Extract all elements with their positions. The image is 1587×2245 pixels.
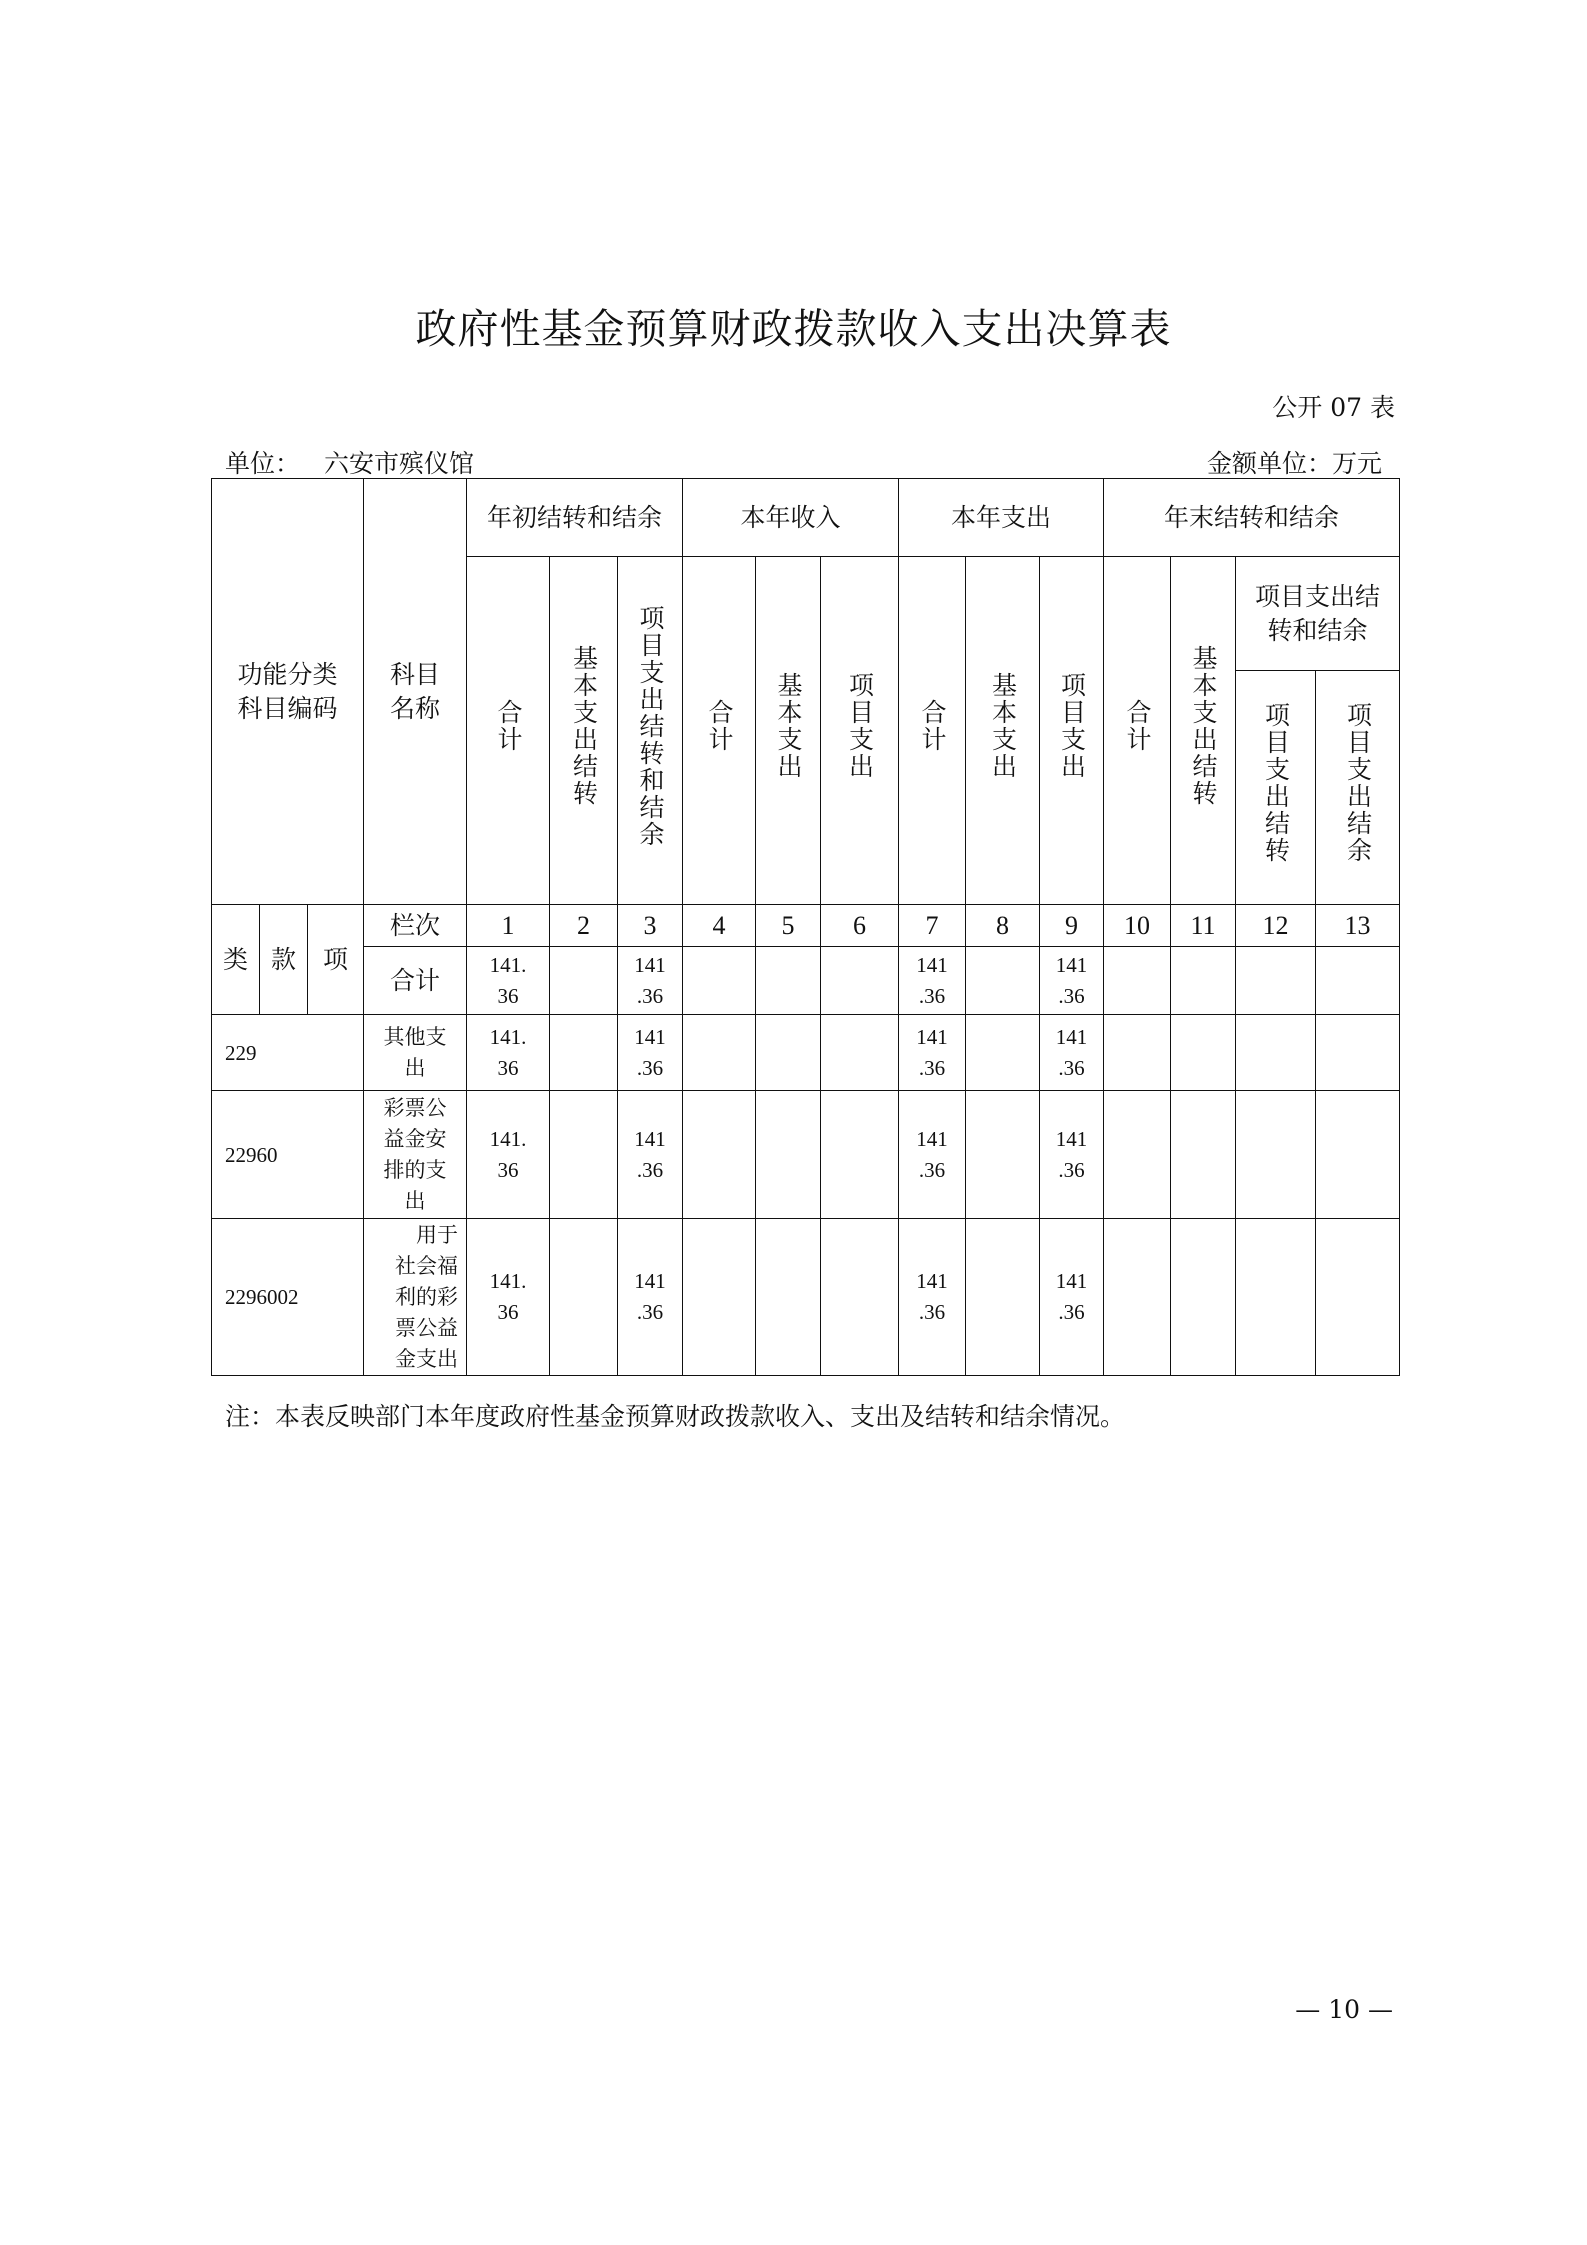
row-name: 彩票公 益金安 排的支 出 [364,1091,467,1219]
total-col-1: 141. 36 [467,947,550,1015]
empty-cell [966,1091,1040,1219]
row-col-3: 141 .36 [618,1219,683,1376]
header-group-begin: 年初结转和结余 [467,479,683,557]
col-number: 9 [1040,905,1104,947]
empty-cell [550,947,618,1015]
empty-cell [821,947,899,1015]
total-col-9: 141 .36 [1040,947,1104,1015]
page-title: 政府性基金预算财政拨款收入支出决算表 [415,305,1172,353]
empty-cell [966,947,1040,1015]
header-expense-subtotal: 合计 [899,557,966,905]
empty-cell [1236,1219,1316,1376]
row-col-3: 141 .36 [618,1015,683,1091]
empty-cell [1104,1015,1171,1091]
empty-cell [756,1015,821,1091]
col-number: 11 [1171,905,1236,947]
empty-cell [756,947,821,1015]
empty-cell [550,1219,618,1376]
empty-cell [966,1219,1040,1376]
empty-cell [550,1015,618,1091]
col-number: 8 [966,905,1040,947]
row-code: 22960 [212,1091,364,1219]
col-index-label: 栏次 [364,905,467,947]
col-number: 3 [618,905,683,947]
empty-cell [1316,1015,1400,1091]
col-number: 2 [550,905,618,947]
col-number: 4 [683,905,756,947]
empty-cell [683,947,756,1015]
total-col-3: 141 .36 [618,947,683,1015]
header-group-expense: 本年支出 [899,479,1104,557]
empty-cell [1104,1219,1171,1376]
unit-value: 六安市殡仪馆 [324,449,475,478]
row-col-9: 141 .36 [1040,1219,1104,1376]
empty-cell [683,1219,756,1376]
col-number: 12 [1236,905,1316,947]
row-name: 其他支 出 [364,1015,467,1091]
col-number: 1 [467,905,550,947]
col-number: 10 [1104,905,1171,947]
empty-cell [821,1091,899,1219]
row-col-7: 141 .36 [899,1015,966,1091]
table-row [212,1015,1400,1091]
unit-line [225,444,474,480]
row-col-1: 141. 36 [467,1219,550,1376]
header-end-basic-carry: 基本支出结转 [1171,557,1236,905]
empty-cell [821,1015,899,1091]
empty-cell [683,1015,756,1091]
amount-unit: 金额单位：万元 [1206,449,1382,478]
empty-cell [1171,1091,1236,1219]
header-end-subtotal: 合计 [1104,557,1171,905]
header-income-project: 项目支出 [821,557,899,905]
row-col-1: 141. 36 [467,1091,550,1219]
col-number: 5 [756,905,821,947]
header-end-project-carry-balance: 项目支出结转和结余 [1236,557,1400,671]
row-col-1: 141. 36 [467,1015,550,1091]
unit-label: 单位： [225,449,301,478]
row-code: 2296002 [212,1219,364,1376]
empty-cell [1104,947,1171,1015]
empty-cell [821,1219,899,1376]
row-col-9: 141 .36 [1040,1015,1104,1091]
table-row [212,1219,1400,1376]
empty-cell [966,1015,1040,1091]
header-code: 功能分类 科目编码 [212,479,364,905]
col-number: 7 [899,905,966,947]
header-income-subtotal: 合计 [683,557,756,905]
header-begin-subtotal: 合计 [467,557,550,905]
header-group-end: 年末结转和结余 [1104,479,1400,557]
empty-cell [1316,1219,1400,1376]
col-number: 6 [821,905,899,947]
row-col-7: 141 .36 [899,1091,966,1219]
empty-cell [1171,1219,1236,1376]
empty-cell [1316,947,1400,1015]
empty-cell [1171,1015,1236,1091]
header-class: 类 [212,905,260,1015]
empty-cell [1104,1091,1171,1219]
budget-table [211,478,1400,1376]
empty-cell [756,1219,821,1376]
empty-cell [1236,947,1316,1015]
table-note: 注：本表反映部门本年度政府性基金预算财政拨款收入、支出及结转和结余情况。 [225,1402,1126,1431]
row-col-7: 141 .36 [899,1219,966,1376]
total-col-7: 141 .36 [899,947,966,1015]
header-begin-project-carry-balance: 项目支出结转和结余 [618,557,683,905]
header-income-basic: 基本支出 [756,557,821,905]
row-code: 229 [212,1015,364,1091]
empty-cell [1171,947,1236,1015]
page-number: — 10 — [1295,1995,1393,2024]
table-number: 公开 07 表 [1272,393,1395,422]
header-group-income: 本年收入 [683,479,899,557]
row-col-3: 141 .36 [618,1091,683,1219]
empty-cell [1236,1091,1316,1219]
empty-cell [550,1091,618,1219]
header-expense-basic: 基本支出 [966,557,1040,905]
table-row [212,1091,1400,1219]
total-label: 合计 [364,947,467,1015]
row-name: 用于 社会福 利的彩 票公益 金支出 [364,1219,467,1376]
header-section: 款 [260,905,308,1015]
header-name: 科目 名称 [364,479,467,905]
row-col-9: 141 .36 [1040,1091,1104,1219]
header-expense-project: 项目支出 [1040,557,1104,905]
header-end-project-balance: 项目支出结余 [1316,671,1400,905]
header-item: 项 [308,905,364,1015]
header-end-project-carry: 项目支出结转 [1236,671,1316,905]
col-number: 13 [1316,905,1400,947]
empty-cell [683,1091,756,1219]
empty-cell [1316,1091,1400,1219]
empty-cell [756,1091,821,1219]
empty-cell [1236,1015,1316,1091]
header-begin-basic-carry: 基本支出结转 [550,557,618,905]
total-row [212,947,1400,1015]
